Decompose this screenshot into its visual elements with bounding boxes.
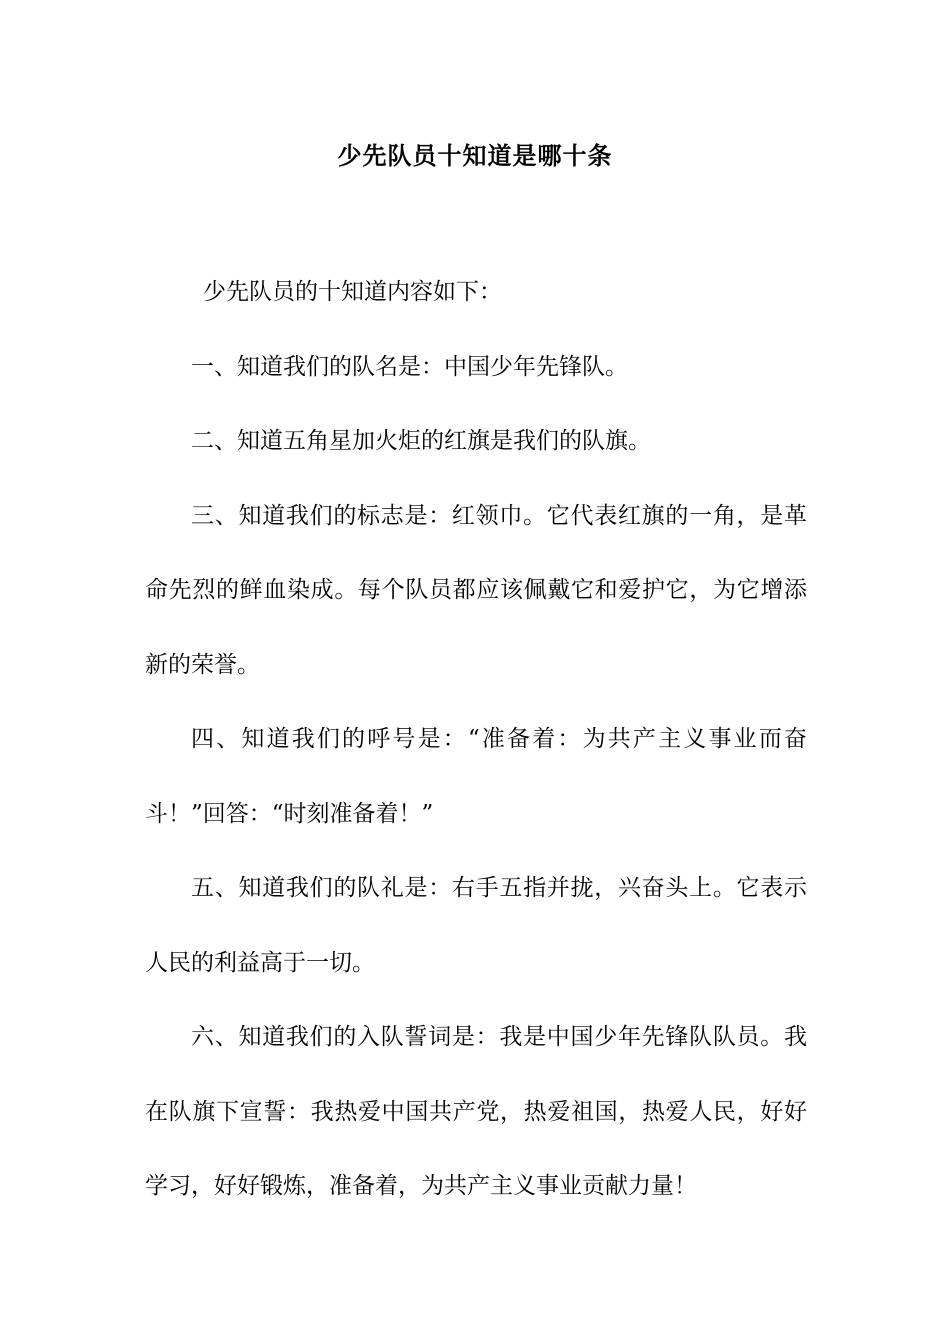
item-paragraph-5: 五、知道我们的队礼是：右手五指并拢，兴奋头上。它表示人民的利益高于一切。 xyxy=(145,875,807,976)
intro-paragraph: 少先队员的十知道内容如下： xyxy=(203,279,502,305)
item-paragraph-3: 三、知道我们的标志是：红领巾。它代表红旗的一角，是革命先烈的鲜血染成。每个队员都应该佩戴它和爱护它，为它增添新的荣誉。 xyxy=(145,502,807,678)
item-paragraph-6: 六、知道我们的入队誓词是：我是中国少年先锋队队员。我在队旗下宣誓：我热爱中国共产党，热爱祖国，热爱人民，好好学习，好好锻炼，准备着，为共产主义事业贡献力量！ xyxy=(145,1024,807,1199)
document-body xyxy=(145,255,807,1224)
item-paragraph-2: 二、知道五角星加火炬的红旗是我们的队旗。 xyxy=(191,428,651,454)
item-paragraph-1: 一、知道我们的队名是：中国少年先锋队。 xyxy=(191,353,628,380)
document-title: 少先队员十知道是哪十条 xyxy=(337,141,613,170)
item-paragraph-4: 四、知道我们的呼号是：“准备着：为共产主义事业而奋斗！”回答：“时刻准备着！” xyxy=(145,726,807,827)
